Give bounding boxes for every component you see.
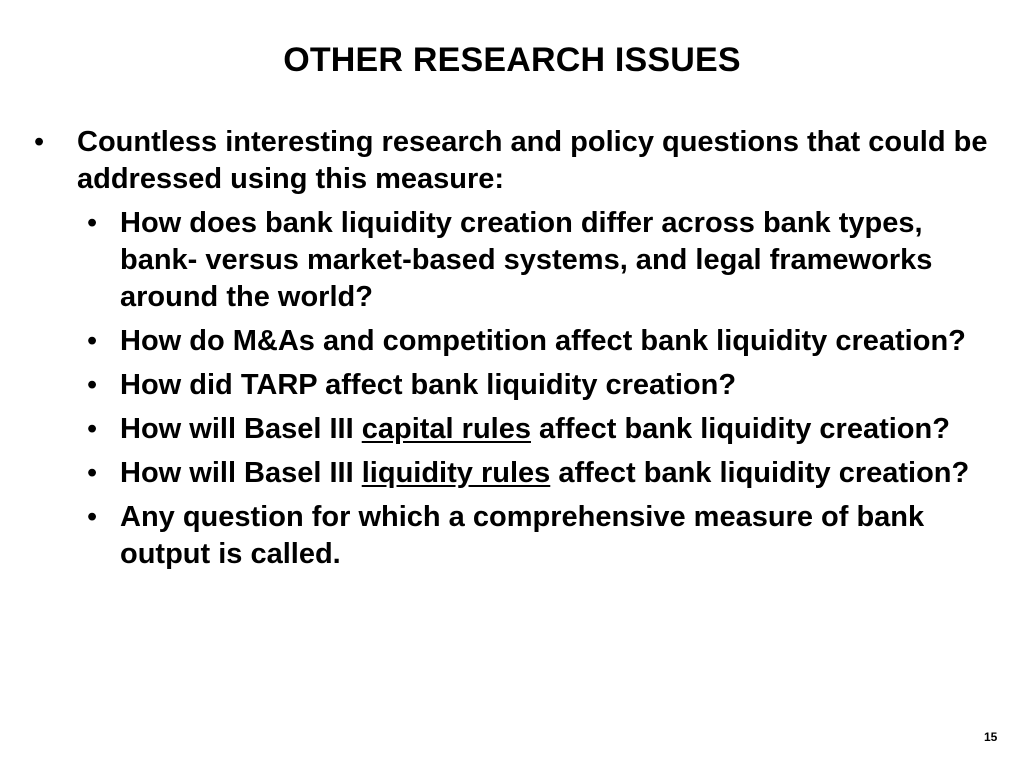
bullet-marker: • — [87, 501, 98, 533]
main-bullet-text: Countless interesting research and policy questions that could be addressed using this measure: — [77, 126, 988, 195]
bullet-marker: • — [87, 369, 98, 401]
sub-bullet-text: How do M&As and competition affect bank liquidity creation? — [120, 325, 966, 357]
bullet-marker: • — [87, 207, 98, 239]
slide-title: OTHER RESEARCH ISSUES — [283, 41, 741, 79]
main-bullet-item — [34, 124, 1007, 198]
sub-bullet-item — [87, 323, 1000, 360]
sub-bullet-text-start: How will Basel III — [120, 413, 362, 445]
page-number: 15 — [984, 730, 998, 744]
sub-bullet-text: How did TARP affect bank liquidity creation? — [120, 369, 737, 401]
sub-bullet-text-end: affect bank liquidity creation? — [530, 413, 950, 445]
sub-bullet-text-start: How will Basel III — [120, 457, 362, 489]
sub-bullet-text: Any question for which a comprehensive measure of bank output is called. — [120, 501, 925, 570]
bullet-marker: • — [34, 126, 45, 158]
sub-bullet-text-end: affect bank liquidity creation? — [550, 457, 970, 489]
bullet-marker: • — [87, 325, 98, 357]
sub-bullet-item — [87, 499, 1000, 573]
sub-bullet-list — [0, 205, 1024, 573]
bullet-marker: • — [87, 457, 98, 489]
bullet-marker: • — [87, 413, 98, 445]
slide-content — [0, 124, 1024, 573]
underlined-term-capital-rules: capital rules — [361, 413, 531, 445]
sub-bullet-text: How does bank liquidity creation differ across bank types, bank- versus market-based systems, and legal frameworks around the world? — [120, 207, 933, 313]
sub-bullet-item — [87, 367, 1000, 404]
sub-bullet-item — [87, 205, 1000, 316]
sub-bullet-item — [87, 411, 1000, 448]
underlined-term-liquidity-rules: liquidity rules — [361, 457, 551, 489]
sub-bullet-item — [87, 455, 1000, 492]
